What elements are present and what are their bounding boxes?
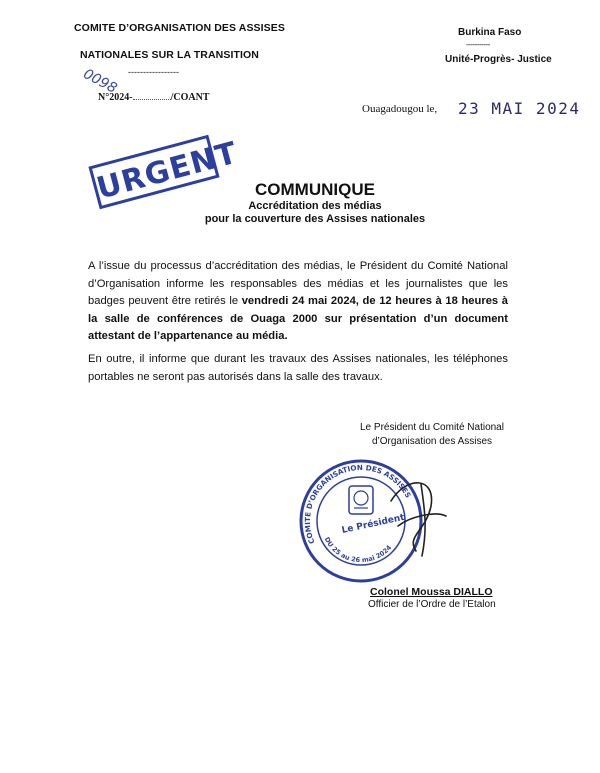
ref-prefix: N°2024-: [98, 92, 133, 103]
document-subtitle: [0, 200, 600, 226]
seal-ring-text: COMITE D’ORGANISATION DES ASSISES: [302, 462, 413, 546]
handwritten-ref-number: 0098: [80, 66, 120, 97]
subtitle-line2: pour la couverture des Assises nationales: [204, 213, 426, 225]
body-paragraph-1: [88, 258, 508, 346]
ref-suffix: /COANT: [170, 92, 210, 103]
reference-number: [98, 92, 209, 103]
national-motto: Unité-Progrès- Justice: [445, 54, 552, 65]
org-name-line2: NATIONALES SUR LA TRANSITION: [80, 49, 259, 61]
svg-text:COMITE D’ORGANISATION DES ASSI: [296, 456, 414, 550]
place-label: Ouagadougou le,: [362, 103, 438, 115]
paragraph-1-bold: vendredi 24 mai 2024, de 12 heures à 18 heures à la salle de conférences de Ouaga 2000 sur présentation d’un document attestant de l’appartenance au média.: [88, 295, 508, 342]
signatory-rank: Officier de l’Ordre de l’Etalon: [368, 599, 496, 610]
signatory-title-line1: Le Président du Comité National: [360, 422, 504, 433]
urgent-stamp: URGENT: [88, 135, 219, 210]
document-title: COMMUNIQUE: [255, 180, 375, 199]
body-paragraph-2: En outre, il informe que durant les travaux des Assises nationales, les téléphones portables ne seront pas autorisés dans la salle des travaux.: [88, 353, 508, 383]
official-seal-icon: [296, 456, 456, 586]
org-separator: -----------------: [128, 67, 179, 77]
handwritten-date: 23 MAI 2024: [458, 99, 581, 118]
seal-bottom-text: DU 25 au 26 mai 2024: [322, 535, 394, 565]
seal-center-text: Le Président: [340, 512, 406, 536]
country-separator: -----------: [466, 40, 490, 49]
signatory-title: [352, 421, 512, 449]
paragraph-1-text: A l’issue du processus d’accréditation des médias, le Président du Comité National d’Organisation informe les responsables des médias et les journalistes que les badges peuvent être retirés le: [88, 260, 508, 307]
signatory-title-line2: d’Organisation des Assises: [371, 436, 493, 447]
country-name: Burkina Faso: [458, 27, 522, 38]
signatory-name: Colonel Moussa DIALLO: [370, 586, 493, 598]
emblem-icon: [349, 486, 373, 514]
org-name-line1: COMITE D’ORGANISATION DES ASSISES: [74, 22, 285, 34]
subtitle-line1: Accréditation des médias: [248, 200, 382, 212]
